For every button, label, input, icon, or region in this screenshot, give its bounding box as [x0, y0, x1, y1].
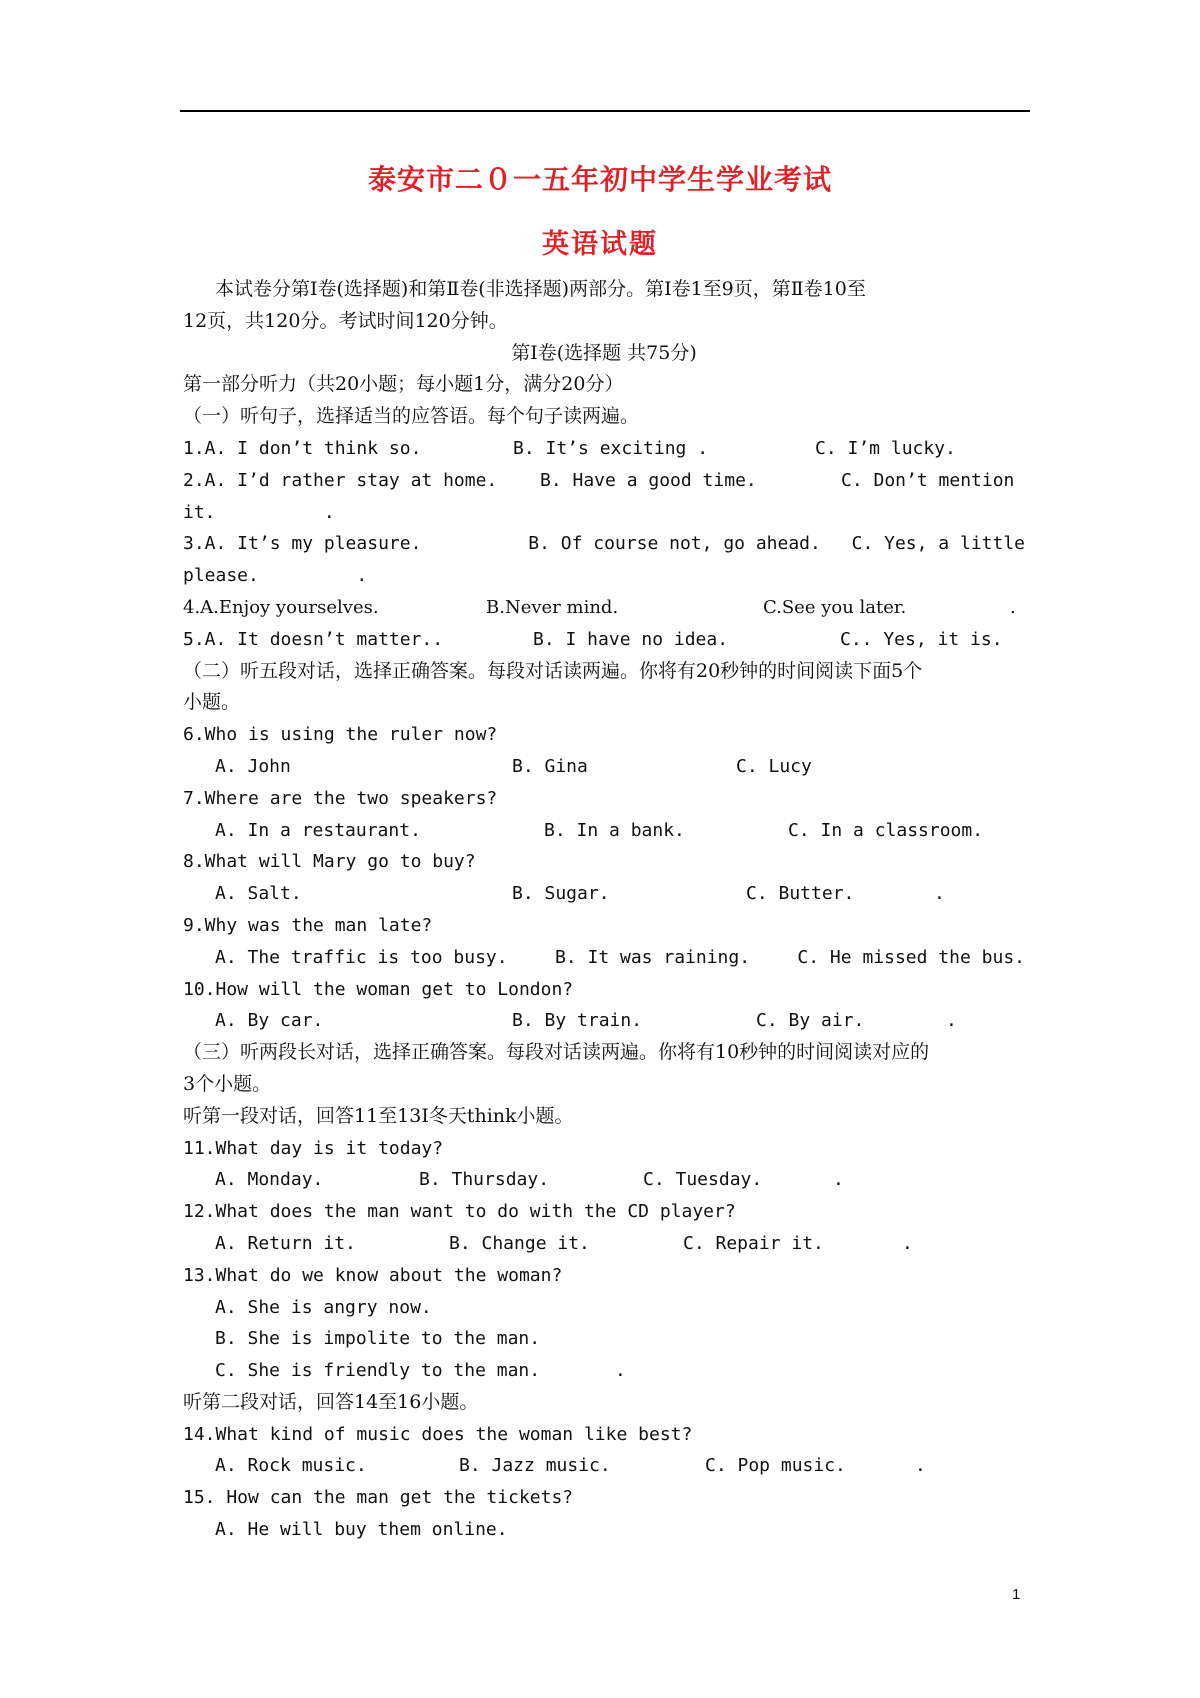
- q14-option-c: C. Pop music.: [705, 1455, 846, 1477]
- exam-title: 泰安市二０一五年初中学生学业考试: [367, 163, 832, 196]
- question-3: [183, 528, 1025, 560]
- q3-option-a: 3.A. It’s my pleasure.: [183, 533, 422, 555]
- section-title: 第Ⅰ卷(选择题 共75分): [511, 341, 697, 364]
- question-10-options: [183, 1005, 1025, 1037]
- q11-option-b: B. Thursday.: [419, 1169, 550, 1191]
- q9-option-b: B. It was raining.: [554, 946, 751, 968]
- q12-trailing-dot: .: [902, 1232, 913, 1254]
- q15-option-a: A. He will buy them online.: [215, 1519, 508, 1541]
- question-13: 13.What do we know about the woman?: [183, 1264, 563, 1286]
- q7-option-b: B. In a bank.: [544, 819, 685, 841]
- question-9-options: [183, 942, 1025, 974]
- q1-option-c: C. I’m lucky.: [815, 437, 956, 459]
- q14-trailing-dot: .: [915, 1455, 926, 1477]
- q3-continuation: please. .: [183, 565, 368, 587]
- q2-option-b: B. Have a good time.: [540, 469, 757, 491]
- q14-option-b: B. Jazz music.: [459, 1455, 611, 1477]
- question-6: 6.Who is using the ruler now?: [183, 724, 498, 746]
- q5-option-b: B. I have no idea.: [533, 628, 729, 650]
- exam-subtitle: 英语试题: [542, 229, 658, 260]
- question-14-options: [183, 1450, 1025, 1482]
- q4-option-c: C.See you later.: [763, 596, 907, 618]
- q8-option-c: C. Butter.: [746, 883, 855, 905]
- header-rule: [180, 110, 1030, 112]
- q4-option-b: B.Never mind.: [486, 596, 619, 618]
- subsection-2-line-1: （二）听五段对话，选择正确答案。每段对话读两遍。你将有20秒钟的时间阅读下面5个: [183, 659, 923, 682]
- q5-option-a: 5.A. It doesn’t matter..: [183, 628, 444, 650]
- dialog-2-instruction: 听第二段对话，回答14至16小题。: [183, 1390, 479, 1413]
- question-1: [183, 433, 1025, 465]
- question-9: 9.Why was the man late?: [183, 914, 433, 936]
- q10-option-b: B. By train.: [512, 1010, 643, 1032]
- question-12-options: [183, 1228, 1025, 1260]
- question-11-options: [183, 1164, 1025, 1196]
- q7-option-a: A. In a restaurant.: [215, 819, 421, 841]
- q4-option-a: 4.A.Enjoy yourselves.: [183, 596, 379, 618]
- part1-title: 第一部分听力（共20小题；每小题1分，满分20分）: [183, 373, 624, 396]
- q8-trailing-dot: .: [934, 883, 945, 905]
- q11-option-c: C. Tuesday.: [643, 1169, 763, 1191]
- q9-option-c: C. He missed the bus.: [797, 946, 1025, 968]
- subsection-1-title: （一）听句子，选择适当的应答语。每个句子读两遍。: [183, 405, 640, 428]
- subsection-3-line-2: 3个小题。: [183, 1072, 272, 1095]
- question-12: 12.What does the man want to do with the CD player?: [183, 1201, 736, 1223]
- q12-option-c: C. Repair it.: [683, 1232, 824, 1254]
- q2-option-c: C. Don’t mention: [841, 469, 1015, 491]
- q1-option-b: B. It’s exciting .: [513, 437, 709, 459]
- q5-option-c: C.. Yes, it is.: [840, 628, 1003, 650]
- q10-option-c: C. By air.: [756, 1010, 865, 1032]
- q6-option-b: B. Gina: [512, 755, 588, 777]
- q8-option-a: A. Salt.: [215, 883, 302, 905]
- intro-line-2: 12页，共120分。考试时间120分钟。: [183, 309, 508, 332]
- intro-line-1: 本试卷分第Ⅰ卷(选择题)和第Ⅱ卷(非选择题)两部分。第Ⅰ卷1至9页，第Ⅱ卷10至: [215, 278, 866, 300]
- q12-option-b: B. Change it.: [449, 1232, 590, 1254]
- q12-option-a: A. Return it.: [215, 1232, 356, 1254]
- q10-option-a: A. By car.: [215, 1010, 324, 1032]
- q2-option-a: 2.A. I’d rather stay at home.: [183, 469, 498, 491]
- question-5: [183, 624, 1025, 656]
- q13-option-b: B. She is impolite to the man.: [215, 1328, 541, 1350]
- page-number: 1: [1012, 1586, 1021, 1603]
- q13-option-a: A. She is angry now.: [215, 1296, 432, 1318]
- q3-option-c: C. Yes, a little: [851, 533, 1025, 555]
- question-6-options: [183, 751, 1025, 783]
- q6-option-a: A. John: [215, 755, 291, 777]
- question-14: 14.What kind of music does the woman like best?: [183, 1423, 693, 1445]
- q11-option-a: A. Monday.: [215, 1169, 324, 1191]
- q13-trailing-dot: .: [615, 1360, 626, 1382]
- q4-trailing-dot: .: [1010, 596, 1016, 618]
- q9-option-a: A. The traffic is too busy.: [215, 946, 508, 968]
- question-10: 10.How will the woman get to London?: [183, 978, 574, 1000]
- question-8-options: [183, 878, 1025, 910]
- dialog-1-instruction: 听第一段对话，回答11至13I冬天think小题。: [183, 1104, 574, 1127]
- question-4: [183, 592, 1025, 624]
- q7-option-c: C. In a classroom.: [788, 819, 984, 841]
- question-8: 8.What will Mary go to buy?: [183, 851, 476, 873]
- q1-option-a: 1.A. I don’t think so.: [183, 437, 422, 459]
- question-2: [183, 465, 1025, 497]
- q6-option-c: C. Lucy: [736, 755, 812, 777]
- q8-option-b: B. Sugar.: [512, 883, 610, 905]
- subsection-2-line-2: 小题。: [183, 691, 241, 714]
- question-15: 15. How can the man get the tickets?: [183, 1487, 574, 1509]
- q3-option-b: B. Of course not, go ahead.: [528, 533, 821, 555]
- q13-option-c-line: [183, 1355, 1025, 1387]
- q11-trailing-dot: .: [833, 1169, 844, 1191]
- question-7: 7.Where are the two speakers?: [183, 787, 498, 809]
- exam-body: [183, 274, 1025, 1546]
- q14-option-a: A. Rock music.: [215, 1455, 367, 1477]
- q2-continuation: it. .: [183, 501, 335, 523]
- subsection-3-line-1: （三）听两段长对话，选择正确答案。每段对话读两遍。你将有10秒钟的时间阅读对应的: [183, 1041, 930, 1064]
- q13-option-c: C. She is friendly to the man.: [215, 1360, 541, 1382]
- question-11: 11.What day is it today?: [183, 1137, 444, 1159]
- q10-trailing-dot: .: [946, 1010, 957, 1032]
- question-7-options: [183, 815, 1025, 847]
